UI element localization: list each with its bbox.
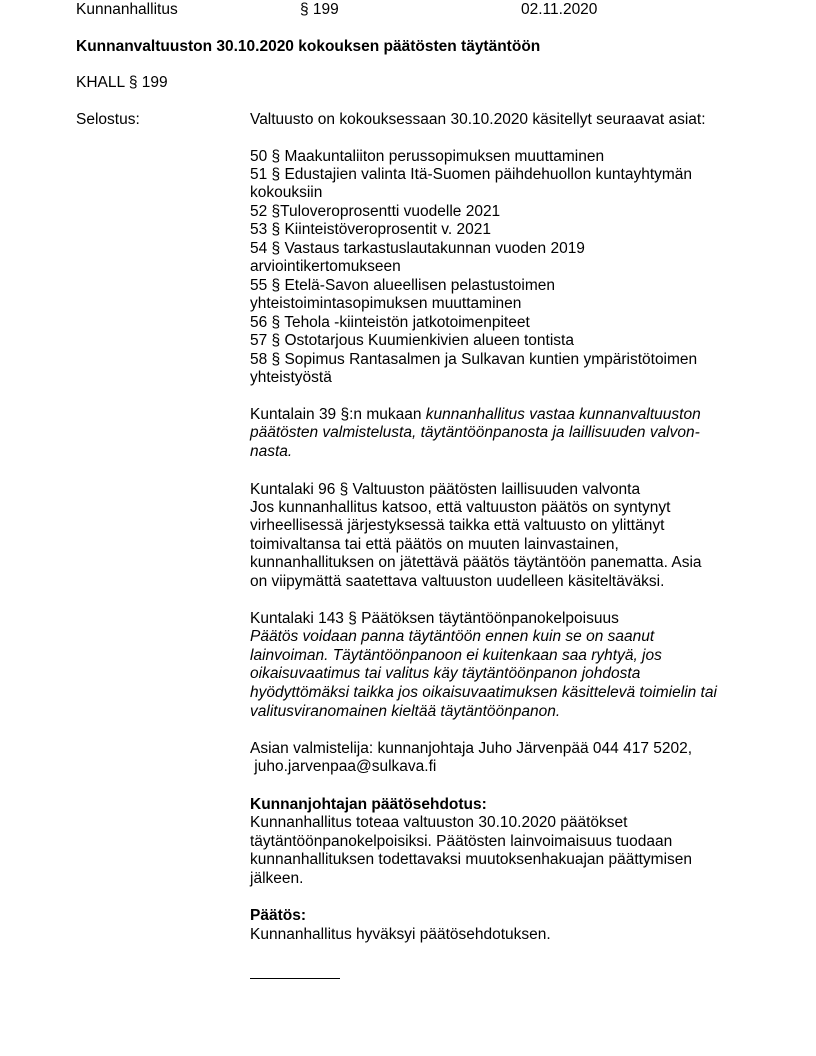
agenda-line: kokouksiin — [250, 184, 323, 201]
agenda-line: arviointikertomukseen — [250, 258, 401, 275]
proposal-line: täytäntöönpanokelpoisiksi. Päätösten lainvoimaisuus tuodaan — [250, 833, 673, 850]
kuntalain39-line: päätösten valmistelusta, täytäntöönpanosta ja laillisuuden valvon- — [250, 424, 700, 441]
kuntalain39-line: nasta. — [250, 443, 293, 460]
agenda-line: 51 § Edustajien valinta Itä-Suomen päihdehuollon kuntayhtymän — [250, 166, 693, 183]
agenda-line: 56 § Tehola -kiinteistön jatkotoimenpiteet — [250, 314, 530, 331]
section-reference: KHALL § 199 — [76, 74, 168, 91]
kuntalaki143-line: hyödyttömäksi taikka jos oikaisuvaatimuksen käsittelevä toimielin tai — [250, 684, 717, 701]
kuntalain39-italic: kunnanhallitus vastaa kunnanvaltuuston — [425, 406, 701, 423]
proposal-line: kunnanhallituksen todettavaksi muutoksenhakuajan päättymisen — [250, 851, 693, 868]
selostus-label: Selostus: — [76, 111, 140, 128]
header-date: 02.11.2020 — [521, 1, 598, 18]
kuntalaki96-line: kunnanhallituksen on jätettävä päätös täytäntöön panematta. Asia — [250, 554, 702, 571]
kuntalaki96-line: Jos kunnanhallitus katsoo, että valtuuston päätös on syntynyt — [250, 499, 671, 516]
kuntalain39-line — [250, 406, 701, 424]
intro-text: Valtuusto on kokouksessaan 30.10.2020 käsitellyt seuraavat asiat: — [250, 111, 706, 128]
decision-text: Kunnanhallitus hyväksyi päätösehdotuksen. — [250, 926, 551, 943]
proposal-line: Kunnanhallitus toteaa valtuuston 30.10.2020 päätökset — [250, 814, 628, 831]
agenda-line: 57 § Ostotarjous Kuumienkivien alueen tontista — [250, 332, 574, 349]
proposal-line: jälkeen. — [250, 870, 304, 887]
agenda-line: 52 §Tuloveroprosentti vuodelle 2021 — [250, 203, 501, 220]
agenda-line: 54 § Vastaus tarkastuslautakunnan vuoden 2019 — [250, 240, 585, 257]
document-title: Kunnanvaltuuston 30.10.2020 kokouksen päätösten täytäntöön — [76, 38, 541, 55]
proposal-heading: Kunnanjohtajan päätösehdotus: — [250, 796, 487, 813]
kuntalaki143-line: Päätös voidaan panna täytäntöön ennen kuin se on saanut — [250, 628, 655, 645]
kuntalaki143-heading: Kuntalaki 143 § Päätöksen täytäntöönpanokelpoisuus — [250, 610, 619, 627]
kuntalain39-plain: Kuntalain 39 §:n mukaan — [250, 406, 426, 423]
agenda-line: 58 § Sopimus Rantasalmen ja Sulkavan kuntien ympäristötoimen — [250, 351, 698, 368]
agenda-line: yhteistoimintasopimuksen muuttaminen — [250, 295, 522, 312]
kuntalaki143-line: lainvoiman. Täytäntöönpanoon ei kuitenkaan saa ryhtyä, jos — [250, 647, 662, 664]
kuntalaki96-line: on viipymättä saatettava valtuuston uudelleen käsiteltäväksi. — [250, 573, 665, 590]
preparer-email: juho.jarvenpaa@sulkava.fi — [250, 758, 437, 775]
agenda-line: yhteistyöstä — [250, 369, 332, 386]
header-section: § 199 — [300, 1, 339, 18]
preparer-line: Asian valmistelija: kunnanjohtaja Juho Järvenpää 044 417 5202, — [250, 740, 693, 757]
agenda-line: 55 § Etelä-Savon alueellisen pelastustoimen — [250, 277, 556, 294]
kuntalaki96-line: virheellisessä järjestyksessä taikka että valtuusto on ylittänyt — [250, 517, 665, 534]
kuntalaki143-line: oikaisuvaatimus tai valitus käy täytäntöönpanon johdosta — [250, 665, 641, 682]
header-organ: Kunnanhallitus — [76, 1, 178, 18]
decision-heading: Päätös: — [250, 907, 306, 924]
agenda-line: 53 § Kiinteistöveroprosentit v. 2021 — [250, 221, 491, 238]
kuntalaki96-line: toimivaltansa tai että päätös on muuten lainvastainen, — [250, 536, 619, 553]
closing-divider — [250, 978, 340, 979]
agenda-line: 50 § Maakuntaliiton perussopimuksen muuttaminen — [250, 148, 605, 165]
kuntalaki143-line: valitusviranomainen kieltää täytäntöönpanon. — [250, 703, 561, 720]
kuntalaki96-line: Kuntalaki 96 § Valtuuston päätösten laillisuuden valvonta — [250, 481, 641, 498]
